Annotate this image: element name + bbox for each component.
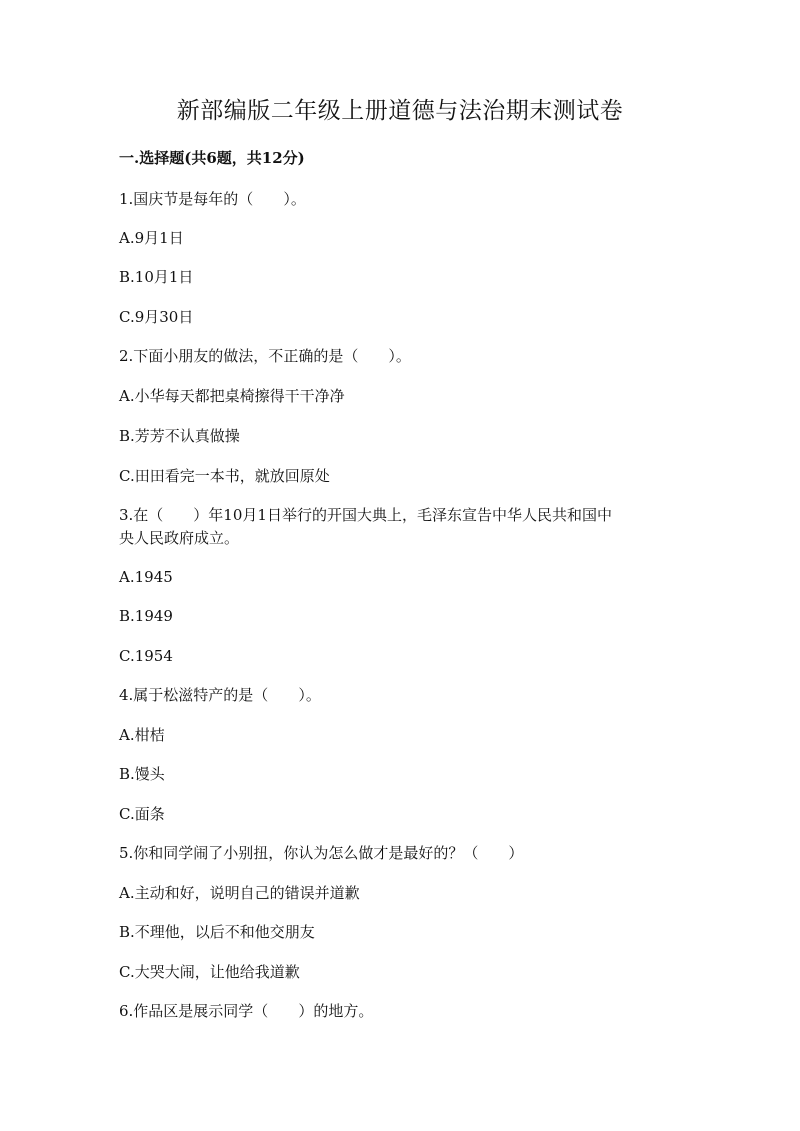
question-5-option-c[interactable]: C.大哭大闹，让他给我道歉 — [119, 963, 300, 981]
question-5-option-b[interactable]: B.不理他，以后不和他交朋友 — [119, 923, 315, 941]
question-5-option-a[interactable]: A.主动和好，说明自己的错误并道歉 — [119, 884, 360, 902]
question-3-option-a[interactable]: A.1945 — [119, 568, 173, 586]
question-2-option-b[interactable]: B.芳芳不认真做操 — [119, 427, 240, 445]
question-1-option-b[interactable]: B.10月1日 — [119, 268, 194, 286]
question-6-stem: 6.作品区是展示同学（ ）的地方。 — [119, 1002, 374, 1020]
question-2-option-a[interactable]: A.小华每天都把桌椅擦得干干净净 — [119, 387, 345, 405]
question-1-stem: 1.国庆节是每年的（ ）。 — [119, 190, 306, 208]
question-1-option-c[interactable]: C.9月30日 — [119, 308, 194, 326]
question-3-option-c[interactable]: C.1954 — [119, 647, 173, 665]
question-3-stem-line-1: 3.在（ ）年10月1日举行的开国大典上，毛泽东宣告中华人民共和国中 — [119, 506, 612, 524]
question-2-stem: 2.下面小朋友的做法，不正确的是（ ）。 — [119, 347, 411, 365]
question-5-stem: 5.你和同学闹了小别扭，你认为怎么做才是最好的？（ ） — [119, 844, 524, 862]
question-1-option-a[interactable]: A.9月1日 — [119, 229, 184, 247]
question-4-option-b[interactable]: B.馒头 — [119, 765, 165, 783]
question-3-option-b[interactable]: B.1949 — [119, 607, 173, 625]
question-3-stem-line-2: 央人民政府成立。 — [119, 529, 240, 547]
question-2-option-c[interactable]: C.田田看完一本书，就放回原处 — [119, 467, 330, 485]
question-4-option-a[interactable]: A.柑桔 — [119, 726, 165, 744]
section-heading: 一.选择题(共6题，共12分) — [119, 149, 305, 167]
question-4-stem: 4.属于松滋特产的是（ ）。 — [119, 686, 321, 704]
question-4-option-c[interactable]: C.面条 — [119, 805, 165, 823]
page-title: 新部编版二年级上册道德与法治期末测试卷 — [176, 98, 624, 124]
